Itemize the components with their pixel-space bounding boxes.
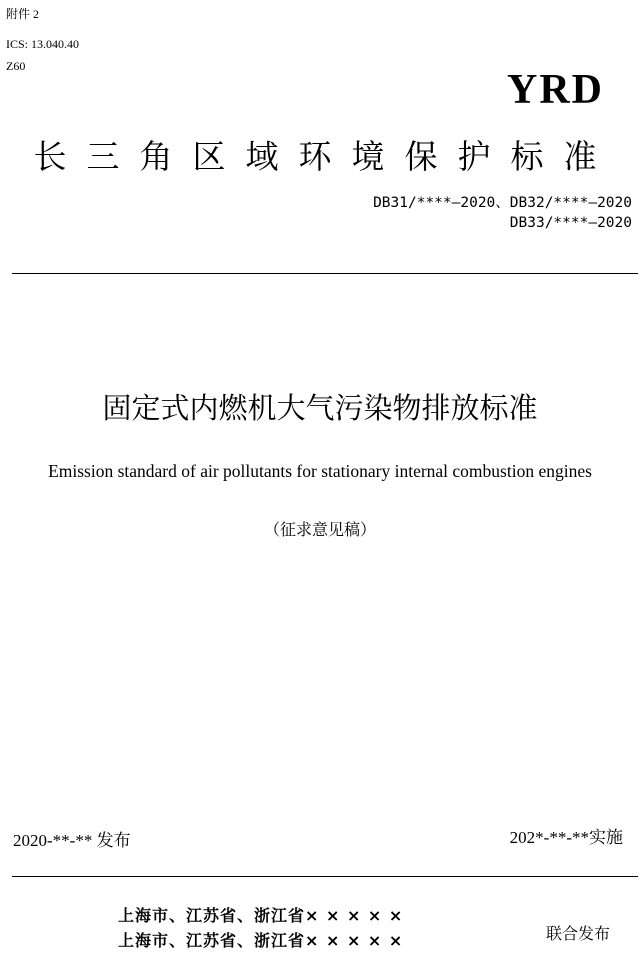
- bottom-divider: [12, 876, 638, 877]
- standard-number-line-2: DB33/****—2020: [509, 215, 632, 231]
- standard-category-title: 长三角区域环境保护标准: [33, 137, 617, 176]
- issuer-line-2: 上海市、江苏省、浙江省× × × × ×: [118, 931, 404, 950]
- document-title-english: Emission standard of air pollutants for stationary internal combustion engines: [48, 461, 592, 481]
- ccs-code: Z60: [6, 59, 26, 73]
- standard-number-line-1: DB31/****—2020、DB32/****—2020: [373, 195, 632, 211]
- draft-note: （征求意见稿）: [263, 520, 376, 539]
- top-divider: [12, 273, 638, 274]
- issuer-line-1: 上海市、江苏省、浙江省× × × × ×: [118, 906, 404, 925]
- issue-date: 2020-**-** 发布: [13, 831, 131, 850]
- attachment-label: 附件 2: [6, 7, 40, 21]
- ics-code: ICS: 13.040.40: [6, 37, 80, 51]
- document-title-chinese: 固定式内燃机大气污染物排放标准: [102, 391, 538, 425]
- joint-issue-label: 联合发布: [545, 924, 610, 943]
- yrd-logo: YRD: [507, 67, 604, 113]
- implementation-date: 202*-**-**实施: [509, 828, 623, 847]
